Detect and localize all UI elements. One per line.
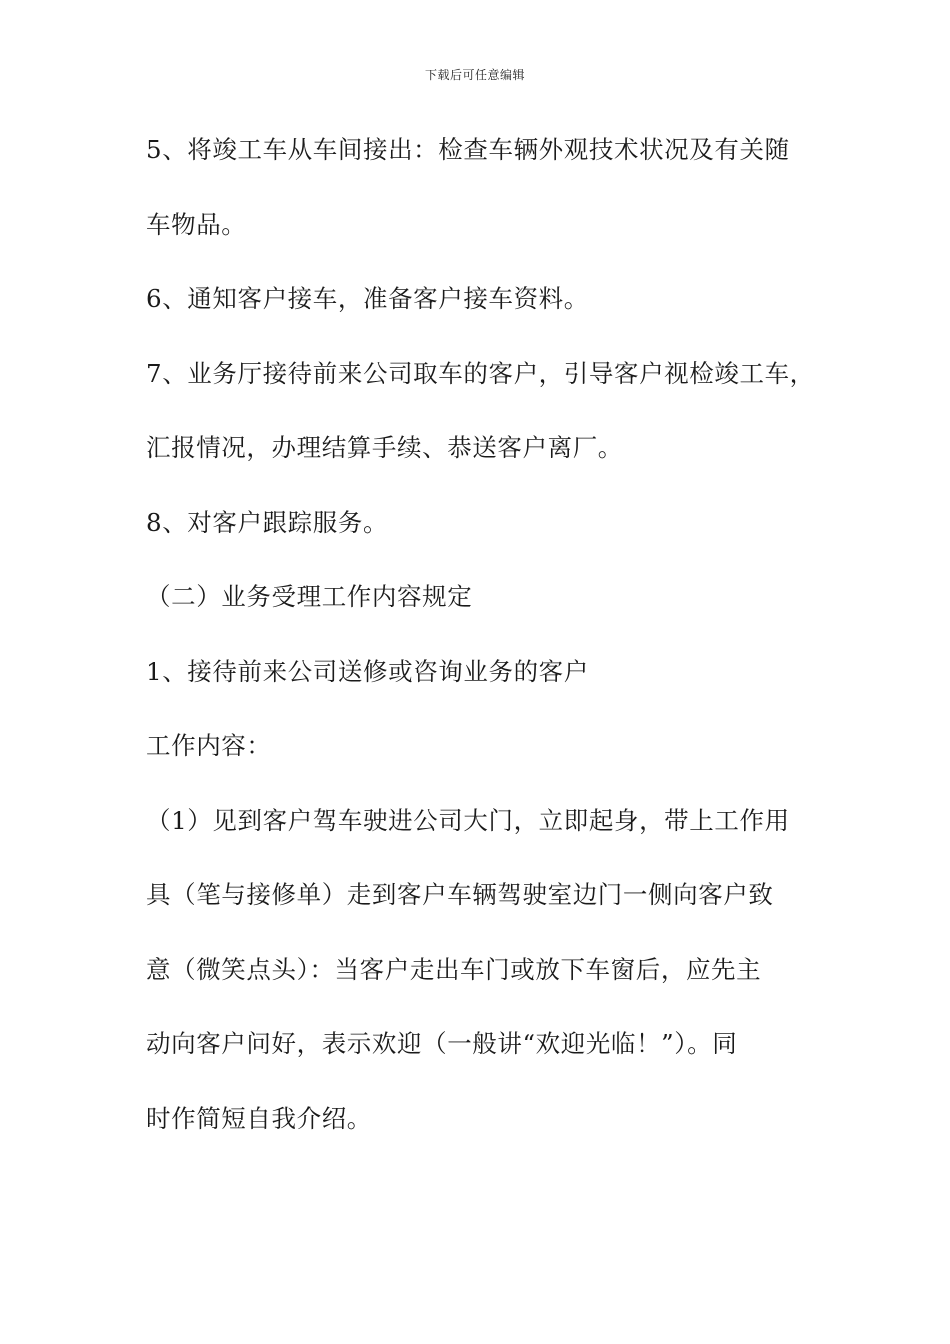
- body-line-14: 时作简短自我介绍。: [146, 1103, 372, 1133]
- body-line-3: 6、通知客户接车，准备客户接车资料。: [146, 284, 589, 313]
- body-line-12: 意（微笑点头）：当客户走出车门或放下车窗后，应先主: [146, 954, 762, 984]
- body-line-6: 8、对客户跟踪服务。: [146, 507, 389, 537]
- document-body: [146, 128, 826, 1171]
- body-line-8: 1、接待前来公司送修或咨询业务的客户: [146, 656, 589, 686]
- body-line-4: 7、业务厅接待前来公司取车的客户，引导客户视检竣工车，: [146, 358, 815, 388]
- section-heading: （二）业务受理工作内容规定: [146, 582, 473, 611]
- body-line-10: （1）见到客户驾车驶进公司大门，立即起身，带上工作用: [146, 805, 790, 835]
- body-line-2: 车物品。: [146, 209, 247, 239]
- body-line-9: 工作内容：: [146, 731, 272, 760]
- body-line-1: 5、将竣工车从车间接出：检查车辆外观技术状况及有关随: [146, 135, 790, 164]
- body-line-13: 动向客户问好，表示欢迎（一般讲“欢迎光临！”）。同: [146, 1029, 738, 1058]
- page-header-note: 下载后可任意编辑: [424, 68, 525, 82]
- body-line-11: 具（笔与接修单）走到客户车辆驾驶室边门一侧向客户致: [146, 880, 774, 909]
- body-line-5: 汇报情况，办理结算手续、恭送客户离厂。: [146, 433, 623, 462]
